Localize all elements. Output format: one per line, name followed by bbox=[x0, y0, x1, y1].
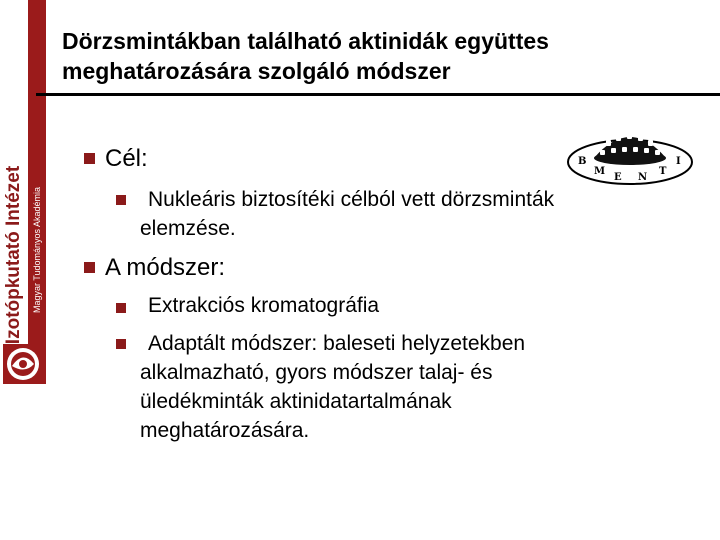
method-item-1: Extrakciós kromatográfia bbox=[148, 294, 380, 317]
bullet-method-item-1 bbox=[116, 303, 126, 313]
institute-name: Izotópkutató Intézet bbox=[3, 165, 24, 345]
emblem-letter-m: M bbox=[594, 166, 606, 177]
bullet-goal-item bbox=[116, 195, 126, 205]
emblem-letter-i: I bbox=[676, 156, 681, 167]
emblem-letter-b: B bbox=[578, 156, 587, 167]
method-item-2-line-1: Adaptált módszer: baleseti helyzetekben bbox=[148, 332, 526, 355]
bme-nti-emblem-icon bbox=[566, 118, 694, 188]
institute-logo-icon bbox=[3, 344, 43, 384]
goal-item-line-2: elemzése. bbox=[140, 217, 236, 240]
sidebar bbox=[0, 0, 46, 384]
emblem-letter-n: N bbox=[638, 172, 648, 183]
emblem-letter-t: T bbox=[659, 166, 667, 177]
academy-name-container bbox=[28, 160, 46, 340]
title-line-2: meghatározására szolgáló módszer bbox=[62, 58, 451, 84]
title-divider bbox=[36, 93, 720, 96]
academy-name: Magyar Tudományos Akadémia bbox=[32, 186, 42, 314]
page-title bbox=[62, 26, 662, 86]
title-line-1: Dörzsmintákban található aktinidák együttes bbox=[62, 28, 549, 54]
goal-label: Cél: bbox=[105, 145, 148, 172]
bullet-goal bbox=[84, 153, 95, 164]
method-item-2-line-4: meghatározására. bbox=[140, 419, 310, 442]
method-label: A módszer: bbox=[105, 254, 226, 281]
emblem-letter-e: E bbox=[614, 172, 622, 183]
method-item-2-line-3: üledékminták aktinidatartalmának bbox=[140, 390, 452, 413]
goal-item-line-1: Nukleáris biztosítéki célból vett dörzsminták bbox=[148, 188, 555, 211]
method-item-2-line-2: alkalmazható, gyors módszer talaj- és bbox=[140, 361, 493, 384]
bullet-method bbox=[84, 262, 95, 273]
institute-name-container bbox=[3, 165, 24, 345]
bullet-method-item-2 bbox=[116, 339, 126, 349]
